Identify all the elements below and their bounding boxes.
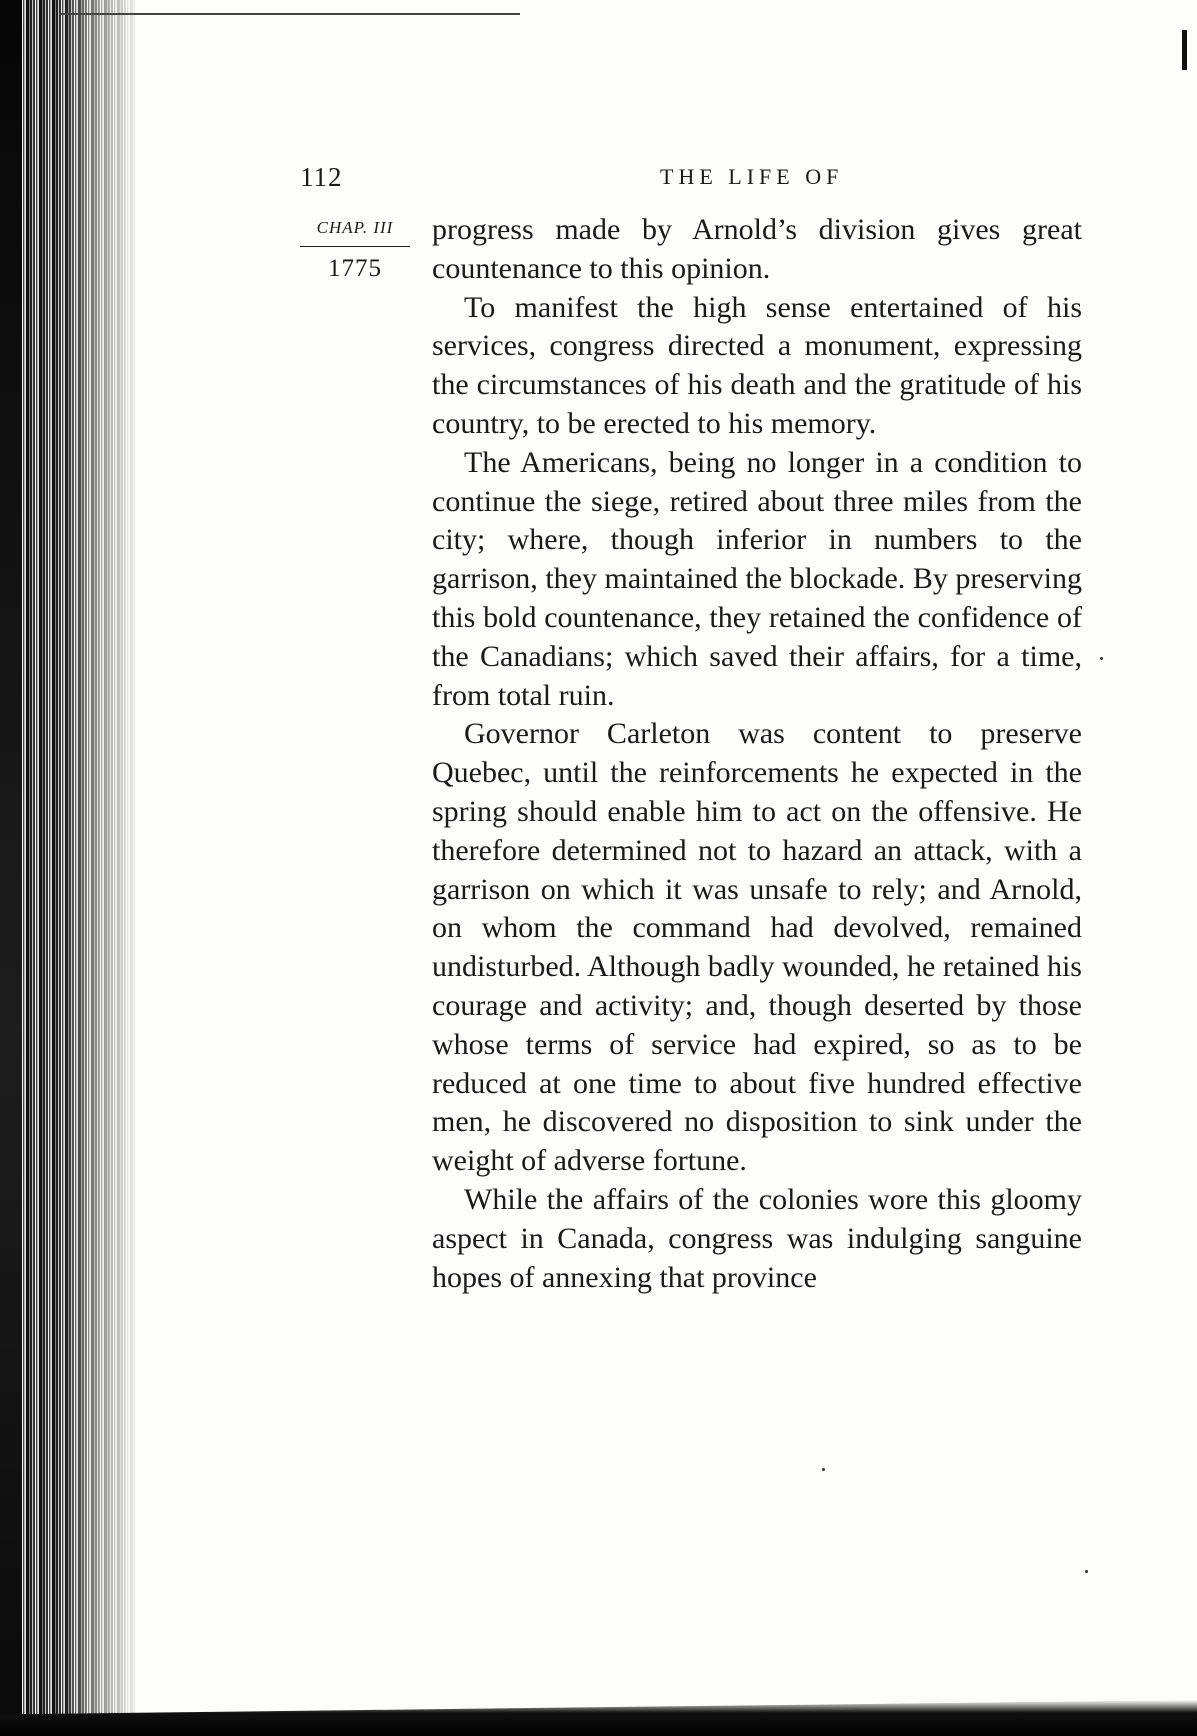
paragraph: Governor Carleton was content to preserve Quebec, until the reinforcements he expected in the spring should enable him to act on the offensive. He therefore determined not to hazard an attack, with a garrison on which it was unsafe to rely; and Arnold, on whom the command had devolved, remained undisturbed. Although badly wounded, he retained his courage and activity; and, though deserted by those whose terms of service had expired, so as to be reduced at one time to about five hundred effective men, he discovered no disposition to sink under the weight of adverse fortune.: [432, 717, 1082, 1178]
paragraph-continued: progress made by Arnold’s division gives great countenance to this opinion.: [432, 213, 1082, 285]
margin-note: [300, 218, 410, 283]
paragraph: To manifest the high sense entertained of his services, congress directed a monument, expressing the circumstances of his death and the gratitude of his country, to be erected to his memory.: [432, 290, 1082, 440]
scan-speck: [822, 1468, 825, 1471]
scan-bottom-edge: [0, 1700, 1197, 1736]
scan-speck: [1085, 1570, 1088, 1573]
page-number: 112: [300, 162, 343, 192]
scan-corner-mark: [1182, 30, 1187, 70]
binding-fade: [60, 0, 135, 1736]
year-label: 1775: [328, 255, 382, 282]
scan-speck: [1100, 657, 1103, 660]
binding-shadow: [0, 0, 22, 1736]
paragraph: The Americans, being no longer in a condition to continue the siege, retired about three miles from the city; where, though inferior in numbers to the garrison, they maintained the blockade. By preserving this bold countenance, they retained the confidence of the Canadians; which saved their affairs, for a time, from total ruin.: [432, 445, 1082, 712]
paragraph: While the affairs of the colonies wore this gloomy aspect in Canada, congress was indulging sanguine hopes of annexing that province: [432, 1182, 1082, 1294]
running-title: THE LIFE OF: [660, 164, 844, 189]
scan-top-edge: [60, 13, 520, 15]
body-text: [432, 211, 1082, 1297]
chapter-label: CHAP. III: [300, 218, 410, 247]
